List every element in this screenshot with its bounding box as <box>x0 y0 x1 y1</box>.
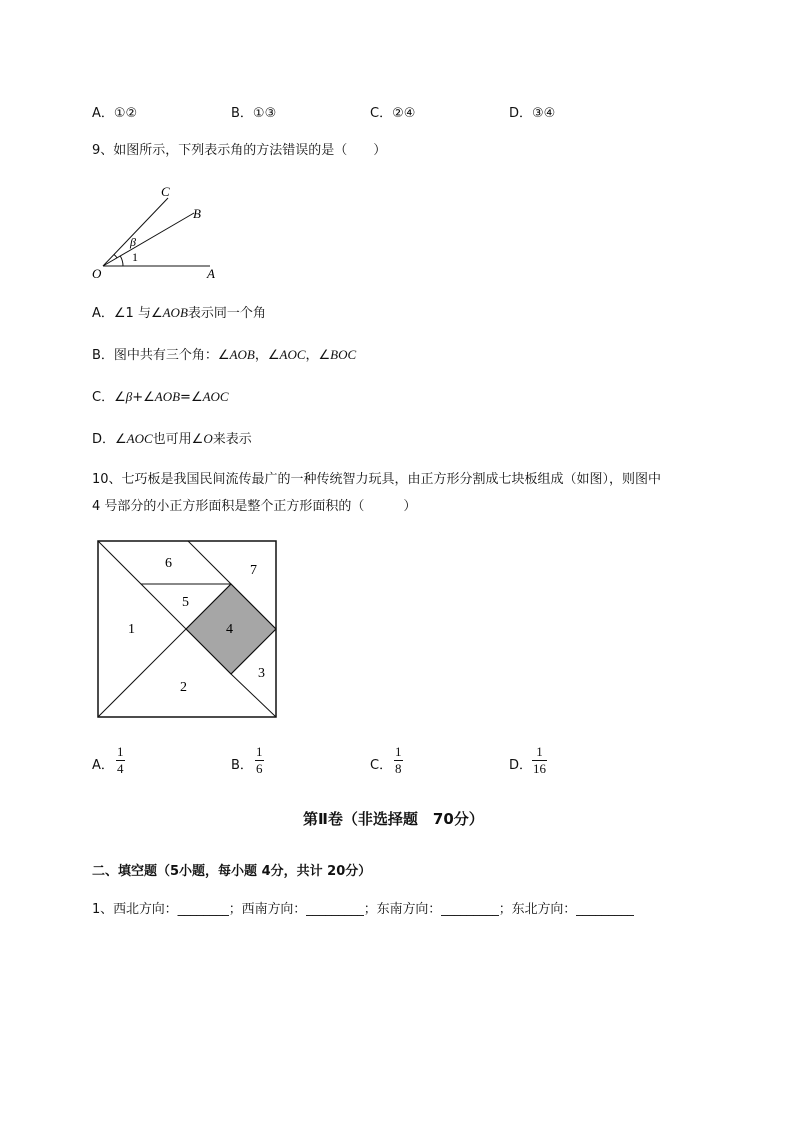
label-b: B <box>193 206 201 221</box>
q10-option-d-fraction: 1 16 <box>533 744 546 776</box>
piece-label-3: 3 <box>258 666 265 681</box>
piece-label-2: 2 <box>180 680 187 695</box>
q10-option-c-label: C． <box>370 758 393 773</box>
angle-figure <box>88 180 228 284</box>
piece-label-1: 1 <box>128 622 135 637</box>
q8-option-a: A．①② <box>92 106 138 121</box>
piece-label-7: 7 <box>250 563 257 578</box>
label-1: 1 <box>132 250 138 264</box>
q10-option-a-fraction: 1 4 <box>117 744 124 776</box>
arc-beta <box>114 255 117 258</box>
q9-stem: 9、如图所示，下列表示角的方法错误的是（ ） <box>92 143 387 158</box>
fill-in-q1: 1、西北方向：________；西南方向：_________；东南方向：_________；东北方向：_________ <box>92 902 634 917</box>
label-a: A <box>207 266 215 281</box>
q9-option-d: D．∠AOC也可用∠O来表示 <box>92 431 252 447</box>
tangram-figure <box>96 539 278 721</box>
label-c: C <box>161 184 170 199</box>
q10-option-b-label: B． <box>231 758 253 773</box>
q8-option-c: C．②④ <box>370 106 416 121</box>
q10-option-a-label: A． <box>92 758 114 773</box>
piece-label-5: 5 <box>182 595 189 610</box>
cut-bottom-right <box>231 674 276 717</box>
part2-title: 第Ⅱ卷（非选择题 70分） <box>303 810 484 828</box>
piece-label-6: 6 <box>165 556 172 571</box>
q9-option-c: C．∠β+∠AOB=∠AOC <box>92 389 229 405</box>
label-beta: β <box>130 235 136 249</box>
ray-ob <box>103 213 194 266</box>
q10-stem-line2: 4 号部分的小正方形面积是整个正方形面积的（ ） <box>92 499 417 514</box>
q9-option-b: B．图中共有三个角：∠AOB，∠AOC，∠BOC <box>92 347 357 363</box>
label-o: O <box>92 266 102 281</box>
q10-option-b-fraction: 1 6 <box>256 744 263 776</box>
q8-option-d: D．③④ <box>509 106 556 121</box>
arc-1 <box>120 256 123 266</box>
q9-option-a: A．∠1 与∠AOB表示同一个角 <box>92 305 266 321</box>
piece-label-4: 4 <box>226 622 233 637</box>
q10-option-d-label: D． <box>509 758 533 773</box>
fill-in-section-heading: 二、填空题（5小题，每小题 4分，共计 20分） <box>92 864 372 879</box>
q10-option-c-fraction: 1 8 <box>395 744 402 776</box>
q10-stem-line1: 10、七巧板是我国民间流传最广的一种传统智力玩具，由正方形分割成七块板组成（如图），则图中 <box>92 472 662 487</box>
q8-option-b: B．①③ <box>231 106 277 121</box>
